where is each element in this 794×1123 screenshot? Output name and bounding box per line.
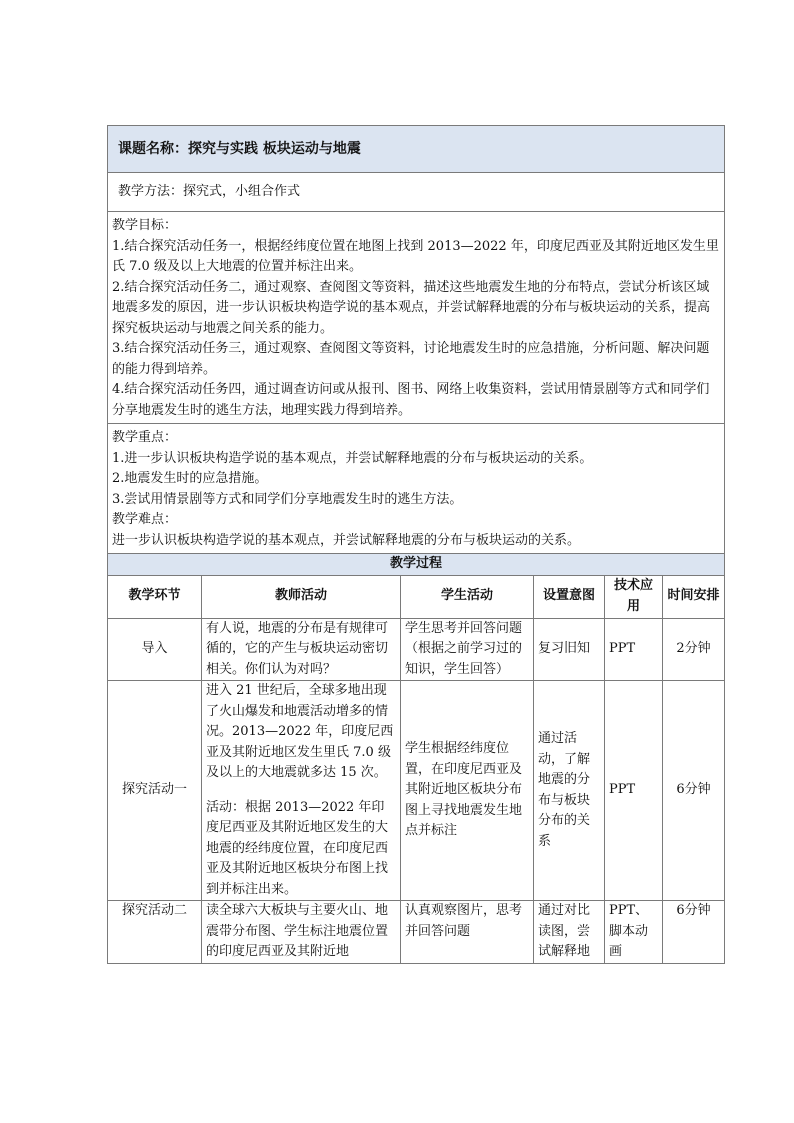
teacher-activity-text: 有人说，地震的分布是有规律可循的，它的产生与板块运动密切相关。你们认为对吗？ [206, 620, 389, 677]
tech-cell: PPT [605, 681, 663, 901]
time-cell: 6分钟 [663, 901, 725, 964]
key-points-row [108, 424, 725, 554]
key-points-heading: 教学重点： [112, 430, 178, 445]
lesson-plan-table [107, 125, 725, 964]
column-header: 学生活动 [401, 575, 534, 618]
key-point-item: 3.尝试用情景剧等方式和同学们分享地震发生时的逃生方法。 [112, 491, 463, 507]
key-point-item: 2.地震发生时的应急措施。 [112, 471, 268, 486]
table-row [108, 901, 725, 964]
column-header: 教师活动 [202, 575, 401, 618]
key-points [108, 424, 725, 554]
teacher-activity [202, 618, 401, 681]
student-activity: 学生根据经纬度位置，在印度尼西亚及其附近地区板块分布图上寻找地震发生地点并标注 [401, 681, 534, 901]
lesson-title: 课题名称：探究与实践 板块运动与地震 [108, 126, 725, 173]
column-header: 设置意图 [534, 575, 605, 618]
column-header: 时间安排 [663, 575, 725, 618]
tech-cell: PPT、脚本动画 [605, 901, 663, 964]
teaching-goals [108, 212, 725, 424]
student-activity: 认真观察图片，思考并回答问题 [401, 901, 534, 964]
process-heading-row [108, 554, 725, 576]
difficulty-heading: 教学难点： [112, 512, 178, 527]
title-row [108, 126, 725, 173]
time-cell: 2分钟 [663, 618, 725, 681]
column-header-row [108, 575, 725, 618]
goal-item: 1.结合探究活动任务一，根据经纬度位置在地图上找到 2013—2022 年，印度尼西亚及其附近地区发生里氏 7.0 级及以上大地震的位置并标注出来。 [112, 238, 719, 274]
goal-item: 4.结合探究活动任务四，通过调查访问或从报刊、图书、网络上收集资料，尝试用情景剧等方式和同学们分享地震发生时的逃生方法，地理实践力得到培养。 [112, 382, 710, 418]
method-row [108, 173, 725, 212]
difficulty-text: 进一步认识板块构造学说的基本观点，并尝试解释地震的分布与板块运动的关系。 [112, 532, 581, 548]
intent-cell: 复习旧知 [534, 618, 605, 681]
table-row [108, 618, 725, 681]
teacher-activity [202, 681, 401, 901]
teacher-activity-text: 读全球六大板块与主要火山、地震带分布图、学生标注地震位置的印度尼西亚及其附近地 [206, 903, 389, 959]
stage-cell: 探究活动一 [108, 681, 202, 901]
column-header: 技术应用 [605, 575, 663, 618]
teaching-method: 教学方法：探究式，小组合作式 [108, 173, 725, 212]
goal-item: 3.结合探究活动任务三，通过观察、查阅图文等资料，讨论地震发生时的应急措施，分析问题、解决问题的能力得到培养。 [112, 341, 710, 377]
student-activity: 学生思考并回答问题（根据之前学习过的知识，学生回答） [401, 618, 534, 681]
process-heading: 教学过程 [108, 554, 725, 576]
stage-cell: 探究活动二 [108, 901, 202, 964]
intent-cell: 通过对比读图，尝试解释地 [534, 901, 605, 964]
intent-cell: 通过活动，了解地震的分布与板块分布的关系 [534, 681, 605, 901]
goals-row [108, 212, 725, 424]
time-cell: 6分钟 [663, 681, 725, 901]
stage-cell: 导入 [108, 618, 202, 681]
teacher-activity [202, 901, 401, 964]
teacher-activity-text: 活动：根据 2013—2022 年印度尼西亚及其附近地区发生的大地震的经纬度位置，在印度尼西亚及其附近地区板块分布图上找到并标注出来。 [206, 799, 389, 897]
goal-item: 2.结合探究活动任务二，通过观察、查阅图文等资料，描述这些地震发生地的分布特点，尝试分析该区域地震多发的原因，进一步认识板块构造学说的基本观点，并尝试解释地震的分布与板块运动的关系，提高探究板块运动与地震之间关系的能力。 [112, 279, 711, 336]
goals-heading: 教学目标： [112, 218, 178, 233]
key-point-item: 1.进一步认识板块构造学说的基本观点，并尝试解释地震的分布与板块运动的关系。 [112, 450, 593, 466]
tech-cell: PPT [605, 618, 663, 681]
column-header: 教学环节 [108, 575, 202, 618]
table-row [108, 681, 725, 901]
teacher-activity-text: 进入 21 世纪后，全球多地出现了火山爆发和地震活动增多的情况。2013—2022 年，印度尼西亚及其附近地区发生里氏 7.0 级及以上的大地震就多达 15 次。 [206, 683, 394, 780]
